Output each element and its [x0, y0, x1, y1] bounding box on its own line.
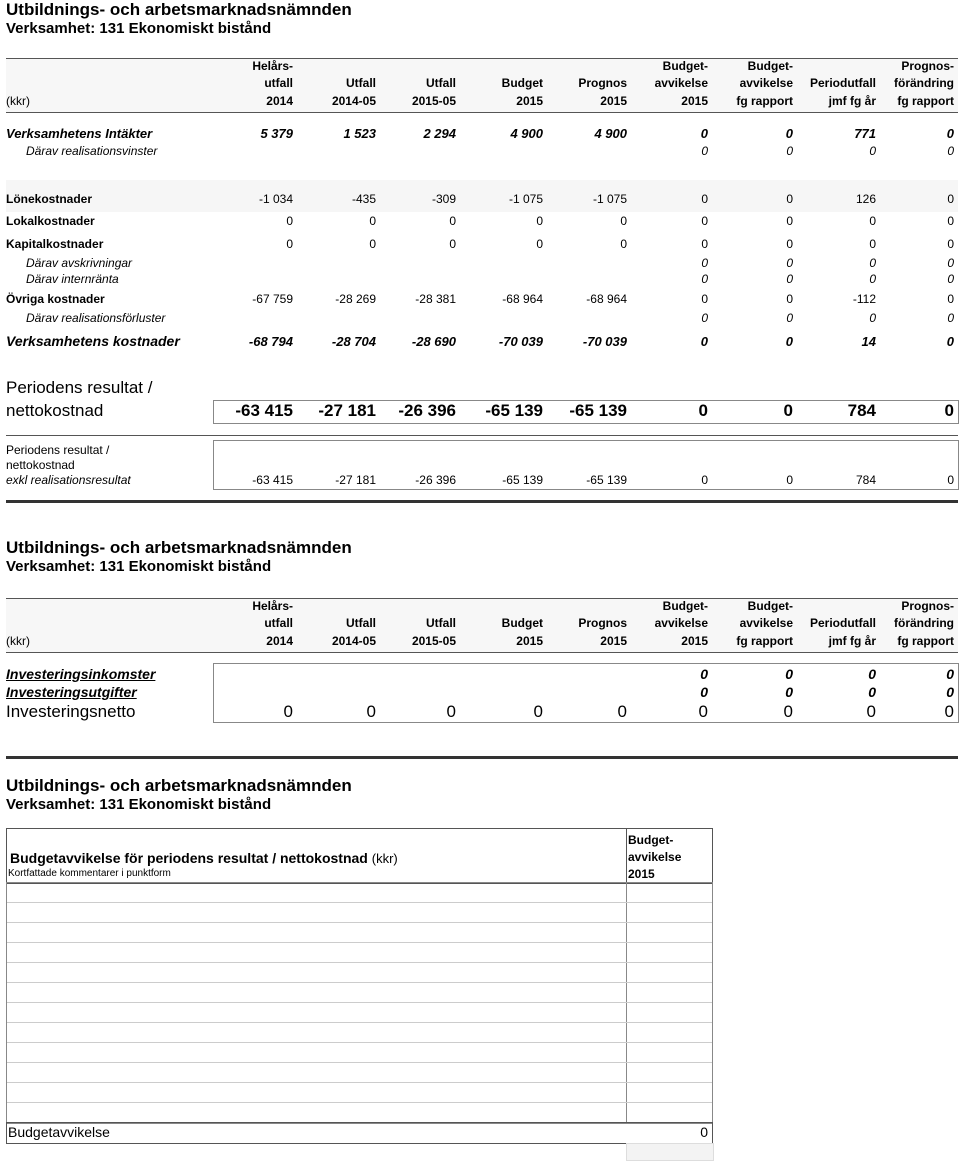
divider: [6, 435, 958, 436]
unit-label: (kkr): [6, 633, 30, 648]
col-prognosforandring-line1: Prognos-: [901, 59, 954, 73]
cell: -26 396: [398, 401, 456, 420]
comment-heading-text: Budgetavvikelse för periodens resultat / nettokostnad: [10, 850, 368, 866]
table-row: [6, 701, 958, 723]
cell: -68 964: [502, 291, 543, 306]
row-label: Verksamhetens kostnader: [6, 333, 180, 349]
cell: 0: [785, 333, 793, 349]
cell: [211, 683, 297, 701]
cell: 0: [869, 311, 876, 325]
comment-heading: [10, 850, 398, 866]
cell: 0: [786, 472, 793, 487]
cell: 5 379: [260, 126, 293, 141]
cell: 0: [369, 213, 376, 228]
section2-data-table: [6, 665, 958, 723]
cell: [547, 143, 631, 159]
row-label: Verksamhetens Intäkter: [6, 126, 153, 141]
col-utfall-2015-line1: Utfall: [426, 76, 456, 90]
cell: -1 034: [258, 191, 293, 206]
cell: 0: [946, 333, 954, 349]
cell: 0: [944, 702, 954, 721]
cell: [380, 255, 460, 271]
section-divider: [6, 500, 958, 503]
col-periodutfall-line1: Periodutfall: [809, 76, 876, 90]
table-row: [6, 255, 958, 271]
comment-heading-unit: (kkr): [371, 851, 398, 866]
cell: 0: [620, 213, 627, 228]
budget-deviation-label: Budgetavvikelse: [8, 1124, 110, 1140]
comment-line: [7, 1022, 712, 1023]
cell: 0: [786, 236, 793, 251]
col-periodutfall-line2: jmf fg år: [828, 93, 876, 108]
col-budget-line2: 2015: [516, 93, 543, 108]
cell: -26 396: [415, 472, 456, 487]
cell: 0: [869, 144, 876, 158]
section2-org-title: Utbildnings- och arbetsmarknadsnämnden: [6, 538, 352, 557]
table-row: [6, 400, 958, 422]
cell: -1 075: [592, 191, 627, 206]
cell: -65 139: [586, 472, 627, 487]
comment-line: [7, 942, 712, 943]
cell: [211, 310, 297, 326]
cell: 0: [786, 191, 793, 206]
col-utfall-2014-line2: 2014-05: [331, 633, 376, 648]
cell: -67 759: [252, 291, 293, 306]
cell: 14: [861, 333, 876, 349]
comment-line: [7, 902, 712, 903]
cell: 0: [785, 666, 793, 682]
row-label: Övriga kostnader: [6, 291, 105, 306]
section1-org-title: Utbildnings- och arbetsmarknadsnämnden: [6, 0, 352, 19]
cell: -309: [431, 191, 456, 206]
section1-column-header: [6, 58, 958, 110]
cell: 0: [700, 333, 708, 349]
cell: 0: [785, 684, 793, 700]
col-periodutfall-line1: Periodutfall: [809, 616, 876, 630]
comment-line: [7, 1062, 712, 1063]
cell: 0: [700, 666, 708, 682]
section1-data-table: [6, 124, 958, 159]
unit-label: (kkr): [6, 93, 30, 108]
table-row: [6, 209, 958, 232]
col-helarsutfall-line3: 2014: [266, 633, 293, 648]
cell: 0: [869, 256, 876, 270]
cell: [547, 665, 631, 683]
section1-unit-title: Verksamhet: 131 Ekonomiskt bistånd: [6, 20, 272, 37]
col-budget-line1: Budget: [501, 616, 543, 630]
cell: 0: [783, 401, 793, 420]
col-prognos-line1: Prognos: [578, 76, 627, 90]
cell: [547, 683, 631, 701]
cell: [380, 143, 460, 159]
cell: 0: [869, 272, 876, 286]
cell: 0: [947, 191, 954, 206]
col-periodutfall-line2: jmf fg år: [828, 633, 876, 648]
cell: 0: [786, 144, 793, 158]
col-budgetavvikelse-line3: 2015: [681, 93, 708, 108]
col-budgetavvikelse-line3: 2015: [681, 633, 708, 648]
cell: 0: [701, 144, 708, 158]
cell: 0: [701, 236, 708, 251]
comment-subheading: Kortfattade kommentarer i punktform: [8, 868, 171, 879]
table-row: [6, 143, 958, 159]
cell: -63 415: [235, 401, 293, 420]
cell: 0: [700, 126, 708, 141]
col-budgetavvikelse-line2: avvikelse: [654, 616, 708, 630]
cell: 0: [449, 213, 456, 228]
cell: 0: [869, 236, 876, 251]
cell: 0: [785, 126, 793, 141]
cell: 0: [947, 311, 954, 325]
col-prognosforandring-line3: fg rapport: [897, 93, 954, 108]
comment-line: [7, 922, 712, 923]
cell: -68 794: [248, 333, 293, 349]
result-table: [6, 400, 958, 422]
cell: [547, 271, 631, 287]
cell: [460, 683, 547, 701]
col-helarsutfall-line1: Helårs-: [252, 599, 293, 613]
result-label-line1: Periodens resultat /: [6, 378, 153, 397]
result-excl-label-line1: Periodens resultat /: [6, 443, 110, 457]
cell: -28 704: [331, 333, 376, 349]
cell: 0: [701, 213, 708, 228]
cell: 0: [947, 236, 954, 251]
cell: -435: [351, 191, 376, 206]
cell: 0: [701, 272, 708, 286]
cell: 0: [947, 472, 954, 487]
cell: 0: [701, 191, 708, 206]
cell: -27 181: [335, 472, 376, 487]
cell: -112: [852, 291, 876, 306]
table-row: [6, 326, 958, 356]
col-utfall-2014-line1: Utfall: [346, 616, 376, 630]
cell: [211, 271, 297, 287]
cell: 1 523: [343, 126, 376, 141]
row-label: Lönekostnader: [6, 191, 93, 206]
comment-rows-area[interactable]: [6, 882, 713, 1124]
comment-line: [7, 962, 712, 963]
cell: [297, 271, 380, 287]
col-budgetavvikelse-fg-line1: Budget-: [747, 599, 793, 613]
cell: [297, 143, 380, 159]
cell: 0: [947, 213, 954, 228]
cell: 2 294: [423, 126, 456, 141]
result-label-line2: nettokostnad: [6, 401, 104, 420]
cell: 0: [286, 213, 293, 228]
comment-col-line1: Budget-: [628, 833, 674, 847]
col-utfall-2015-line2: 2015-05: [411, 93, 456, 108]
col-helarsutfall-line3: 2014: [266, 93, 293, 108]
cell: -65 139: [502, 472, 543, 487]
cell: 0: [866, 702, 876, 721]
table-row: [6, 232, 958, 255]
cell: [380, 271, 460, 287]
cell: -28 269: [335, 291, 376, 306]
section3-org-title: Utbildnings- och arbetsmarknadsnämnden: [6, 776, 352, 795]
row-label: Därav avskrivningar: [26, 256, 133, 270]
cell: -65 139: [569, 401, 627, 420]
cell: [211, 665, 297, 683]
col-utfall-2015-line2: 2015-05: [411, 633, 456, 648]
row-label: Därav realisationsförluster: [26, 311, 166, 325]
cell: 0: [369, 236, 376, 251]
cell: 0: [946, 666, 954, 682]
cell: 0: [947, 272, 954, 286]
col-budgetavvikelse-line1: Budget-: [662, 59, 708, 73]
cell: 0: [868, 684, 876, 700]
cell: [460, 310, 547, 326]
cell: [297, 310, 380, 326]
cell: 4 900: [594, 126, 627, 141]
col-prognosforandring-line2: förändring: [894, 76, 954, 90]
table-row: [6, 310, 958, 326]
col-prognosforandring-line3: fg rapport: [897, 633, 954, 648]
cell: 0: [786, 272, 793, 286]
cell: -65 139: [485, 401, 543, 420]
budget-deviation-value: 0: [700, 1124, 708, 1140]
col-helarsutfall-line2: utfall: [264, 76, 293, 90]
cell: 0: [947, 256, 954, 270]
cell: 0: [786, 311, 793, 325]
comment-line: [7, 1042, 712, 1043]
cell: 0: [449, 236, 456, 251]
cell: [460, 255, 547, 271]
cell: -63 415: [252, 472, 293, 487]
cell: 0: [617, 702, 627, 721]
cell: [380, 665, 460, 683]
cell: 0: [786, 256, 793, 270]
comment-line: [7, 1102, 712, 1103]
table-row: [6, 188, 958, 209]
table-row: [6, 665, 958, 683]
col-prognosforandring-line2: förändring: [894, 616, 954, 630]
col-prognos-line2: 2015: [600, 93, 627, 108]
col-budget-line2: 2015: [516, 633, 543, 648]
section3-unit-title: Verksamhet: 131 Ekonomiskt bistånd: [6, 796, 272, 813]
cell: 0: [868, 666, 876, 682]
section1-cost-table: [6, 188, 958, 356]
cell: 0: [536, 236, 543, 251]
cell: 0: [946, 684, 954, 700]
table-row: [6, 124, 958, 143]
table-row: [6, 683, 958, 701]
cell: 784: [847, 401, 876, 420]
cell: 0: [947, 144, 954, 158]
cell: 0: [786, 291, 793, 306]
row-label: Investeringsutgifter: [6, 684, 137, 700]
cell: [297, 665, 380, 683]
col-prognos-line2: 2015: [600, 633, 627, 648]
cell: 0: [286, 236, 293, 251]
table-row: [6, 287, 958, 310]
cell: -28 381: [415, 291, 456, 306]
cell: 0: [783, 702, 793, 721]
result-excl-label-line2: nettokostnad: [6, 458, 75, 472]
cell: 0: [536, 213, 543, 228]
cell: [547, 310, 631, 326]
cell: [547, 255, 631, 271]
col-utfall-2014-line1: Utfall: [346, 76, 376, 90]
footer-shade: [626, 1143, 714, 1161]
col-helarsutfall-line1: Helårs-: [252, 59, 293, 73]
cell: 0: [786, 213, 793, 228]
row-label: Kapitalkostnader: [6, 236, 104, 251]
col-prognos-line1: Prognos: [578, 616, 627, 630]
comment-line: [7, 982, 712, 983]
cell: -27 181: [318, 401, 376, 420]
cell: [297, 683, 380, 701]
comment-line: [7, 1002, 712, 1003]
col-budgetavvikelse-fg-line3: fg rapport: [736, 93, 793, 108]
comment-col-header: [628, 832, 708, 883]
result-excl-label-line3: exkl realisationsresultat: [6, 472, 131, 487]
result-excl-table: [6, 471, 958, 488]
section2-column-header: [6, 598, 958, 650]
col-budgetavvikelse-line2: avvikelse: [654, 76, 708, 90]
row-label: Därav internränta: [26, 272, 119, 286]
cell: 0: [869, 213, 876, 228]
row-label: Lokalkostnader: [6, 213, 95, 228]
col-utfall-2015-line1: Utfall: [426, 616, 456, 630]
cell: 4 900: [510, 126, 543, 141]
cell: 126: [855, 191, 876, 206]
cell: 0: [701, 256, 708, 270]
cell: 0: [947, 291, 954, 306]
cell: [211, 255, 297, 271]
cell: 771: [854, 126, 876, 141]
cell: -1 075: [508, 191, 543, 206]
comment-line: [7, 1082, 712, 1083]
cell: [211, 143, 297, 159]
cell: 0: [701, 472, 708, 487]
table-row: [6, 271, 958, 287]
cell: 784: [855, 472, 876, 487]
col-utfall-2014-line2: 2014-05: [331, 93, 376, 108]
cell: 0: [620, 236, 627, 251]
row-label: Därav realisationsvinster: [26, 144, 158, 158]
col-budgetavvikelse-fg-line2: avvikelse: [739, 76, 793, 90]
cell: [297, 255, 380, 271]
cell: [380, 310, 460, 326]
cell: 0: [533, 702, 543, 721]
cell: 0: [283, 702, 293, 721]
cell: 0: [946, 126, 954, 141]
col-budgetavvikelse-fg-line1: Budget-: [747, 59, 793, 73]
budget-deviation-footer: [6, 1122, 713, 1144]
cell: -70 039: [498, 333, 543, 349]
cell: 0: [446, 702, 456, 721]
section2-unit-title: Verksamhet: 131 Ekonomiskt bistånd: [6, 558, 272, 575]
cell: [380, 683, 460, 701]
cell: -70 039: [582, 333, 627, 349]
comment-col-line3: 2015: [628, 867, 655, 881]
col-budget-line1: Budget: [501, 76, 543, 90]
cell: 0: [366, 702, 376, 721]
col-budgetavvikelse-fg-line3: fg rapport: [736, 633, 793, 648]
col-budgetavvikelse-line1: Budget-: [662, 599, 708, 613]
section-divider: [6, 756, 958, 759]
cell: 0: [701, 311, 708, 325]
cell: [460, 143, 547, 159]
table-row: [6, 471, 958, 488]
cell: 0: [700, 684, 708, 700]
cell: 0: [701, 291, 708, 306]
col-budgetavvikelse-fg-line2: avvikelse: [739, 616, 793, 630]
cell: 0: [698, 401, 708, 420]
row-label: Investeringsinkomster: [6, 666, 156, 682]
col-helarsutfall-line2: utfall: [264, 616, 293, 630]
col-prognosforandring-line1: Prognos-: [901, 599, 954, 613]
cell: [460, 665, 547, 683]
comment-col-line2: avvikelse: [628, 850, 682, 864]
cell: -28 690: [411, 333, 456, 349]
cell: 0: [944, 401, 954, 420]
cell: 0: [698, 702, 708, 721]
cell: -68 964: [586, 291, 627, 306]
row-label: Investeringsnetto: [6, 702, 136, 721]
cell: [460, 271, 547, 287]
